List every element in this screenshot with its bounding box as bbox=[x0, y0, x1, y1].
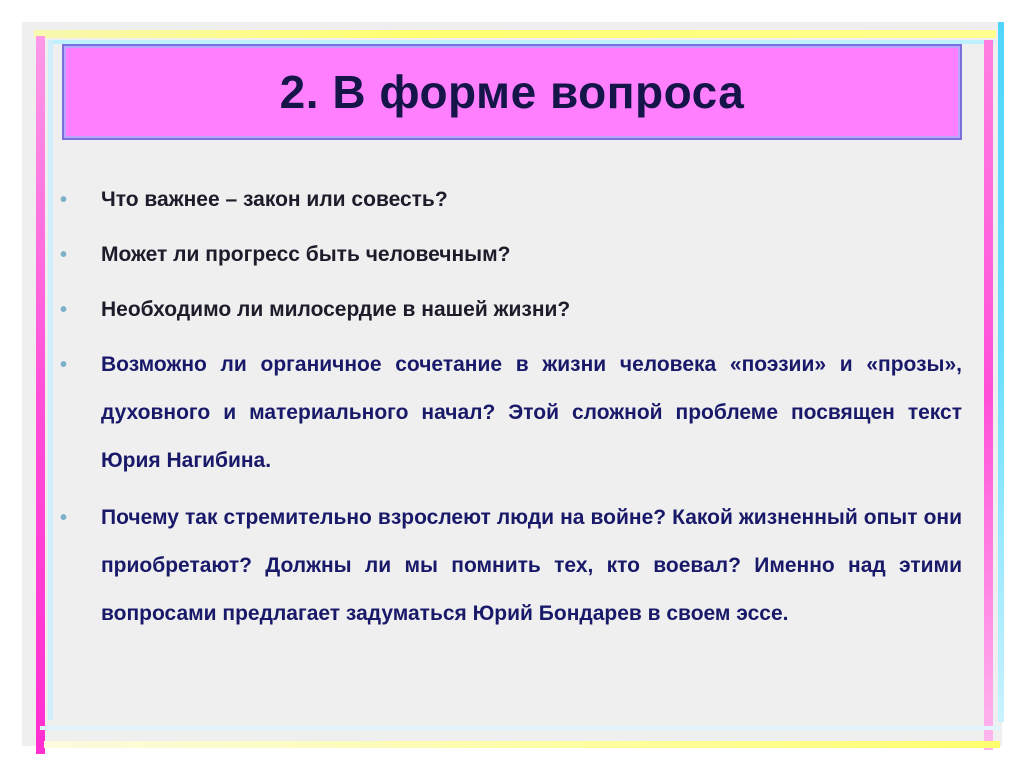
bullet-item bbox=[60, 176, 962, 224]
bullet-item bbox=[60, 231, 962, 279]
bullet-icon: • bbox=[60, 354, 68, 376]
bullet-text: Что важнее – закон или совесть? bbox=[101, 188, 448, 211]
title-banner bbox=[62, 44, 962, 140]
bullet-item bbox=[60, 341, 962, 485]
decorative-frame-line-right-cyan bbox=[998, 22, 1004, 722]
bullet-icon: • bbox=[60, 507, 68, 529]
bullet-list bbox=[60, 176, 962, 638]
decorative-frame-line-bottom-cyan bbox=[40, 726, 1000, 730]
decorative-frame-line-bottom-yellow bbox=[44, 741, 1000, 748]
bullet-text: Возможно ли органичное сочетание в жизни человека «поэзии» и «прозы», духовного и материального начал? Этой сложной проблеме посвящен текст Юрия Нагибина. bbox=[101, 353, 962, 472]
bullet-item bbox=[60, 286, 962, 334]
slide-title: 2. В форме вопроса bbox=[279, 66, 745, 118]
decorative-frame-line-left-cyan bbox=[48, 40, 53, 720]
bullet-icon: • bbox=[60, 299, 68, 321]
decorative-frame-line-right-pink bbox=[984, 40, 993, 750]
bullet-text: Может ли прогресс быть человечным? bbox=[101, 243, 511, 266]
decorative-frame-line-top-yellow bbox=[34, 30, 996, 38]
bullet-item bbox=[60, 494, 962, 638]
bullet-text: Необходимо ли милосердие в нашей жизни? bbox=[101, 298, 571, 321]
bullet-text: Почему так стремительно взрослеют люди на войне? Какой жизненный опыт они приобретают? Должны ли мы помнить тех, кто воевал? Именно над этими вопросами предлагает задуматься Юрий Бондарев в своем эссе. bbox=[101, 506, 962, 625]
decorative-frame-line-left-pink bbox=[36, 36, 45, 754]
bullet-icon: • bbox=[60, 189, 68, 211]
bullet-icon: • bbox=[60, 244, 68, 266]
